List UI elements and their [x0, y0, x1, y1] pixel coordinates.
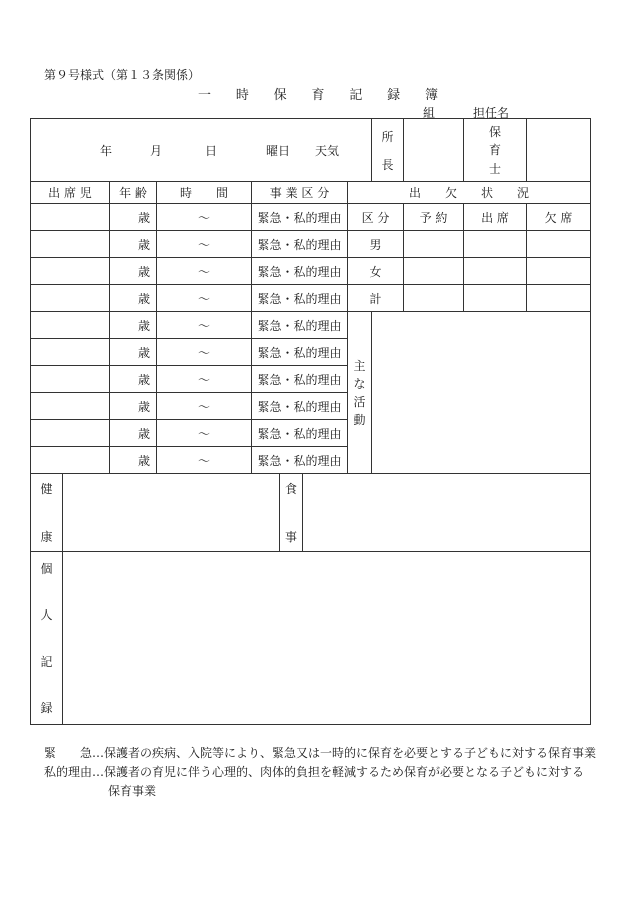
child-cell[interactable]	[31, 366, 110, 393]
age-cell[interactable]: 歳	[110, 204, 157, 231]
time-cell[interactable]: ～	[157, 339, 252, 366]
record-form	[30, 118, 591, 725]
health-char: 康	[40, 530, 53, 544]
meal-field[interactable]	[303, 474, 590, 551]
present-count-cell[interactable]	[464, 231, 527, 258]
attendance-col-header: 区 分	[348, 204, 404, 231]
record-char: 録	[40, 700, 53, 715]
director-label-cell	[372, 119, 404, 182]
category-cell[interactable]: 緊急・私的理由	[252, 366, 348, 393]
child-cell[interactable]	[31, 231, 110, 258]
child-cell[interactable]	[31, 393, 110, 420]
age-cell[interactable]: 歳	[110, 339, 157, 366]
category-cell[interactable]: 緊急・私的理由	[252, 339, 348, 366]
activity-char: 動	[353, 413, 366, 428]
attendance-col-header: 欠 席	[527, 204, 591, 231]
health-field[interactable]	[63, 474, 280, 551]
health-label	[31, 474, 63, 551]
director-char: 所	[381, 129, 394, 144]
meal-char: 食	[284, 482, 297, 496]
director-stamp-cell[interactable]	[404, 119, 464, 182]
personal-record-row	[31, 552, 591, 725]
day-label: 日	[204, 143, 217, 158]
date-weather-cell[interactable]	[31, 119, 372, 182]
form-number: 第９号様式（第１３条関係）	[44, 68, 201, 82]
category-cell[interactable]: 緊急・私的理由	[252, 447, 348, 474]
caregiver-char: 保	[489, 124, 502, 139]
category-cell[interactable]: 緊急・私的理由	[252, 285, 348, 312]
child-cell[interactable]	[31, 258, 110, 285]
child-cell[interactable]	[31, 285, 110, 312]
attendance-col-header: 出 席	[464, 204, 527, 231]
category-cell[interactable]: 緊急・私的理由	[252, 312, 348, 339]
reserved-count-cell[interactable]	[404, 285, 464, 312]
time-cell[interactable]: ～	[157, 312, 252, 339]
time-header: 時 間	[157, 182, 252, 204]
absent-count-cell[interactable]	[527, 258, 591, 285]
time-cell[interactable]: ～	[157, 447, 252, 474]
time-cell[interactable]: ～	[157, 366, 252, 393]
note-emergency: 緊 急…保護者の疾病、入院等により、緊急又は一時的に保育を必要とする子どもに対する保育事業	[44, 746, 597, 760]
time-cell[interactable]: ～	[157, 285, 252, 312]
title-char: 時	[235, 88, 249, 103]
title-char: 録	[387, 88, 401, 103]
health-char: 健	[40, 482, 53, 496]
reserved-count-cell[interactable]	[404, 258, 464, 285]
personal-record-field[interactable]	[63, 552, 590, 724]
record-char: 個	[40, 562, 53, 576]
time-cell[interactable]: ～	[157, 231, 252, 258]
category-cell[interactable]: 緊急・私的理由	[252, 420, 348, 447]
note-private-reason: 私的理由…保護者の育児に伴う心理的、肉体的負担を軽減するため保育が必要となる子どもに対する	[44, 765, 585, 779]
caregiver-label-cell	[464, 119, 527, 182]
category-cell[interactable]: 緊急・私的理由	[252, 204, 348, 231]
child-header: 出 席 児	[31, 182, 110, 204]
month-label: 月	[149, 143, 162, 158]
caregiver-stamp-cell[interactable]	[527, 119, 591, 182]
attendance-row-label-male: 男	[348, 231, 404, 258]
year-label: 年	[99, 143, 112, 158]
record-char: 記	[40, 654, 53, 669]
time-cell[interactable]: ～	[157, 204, 252, 231]
meal-char: 事	[284, 530, 297, 544]
title-char: 保	[273, 88, 287, 103]
age-cell[interactable]: 歳	[110, 258, 157, 285]
child-cell[interactable]	[31, 204, 110, 231]
present-count-cell[interactable]	[464, 285, 527, 312]
title-char: 育	[311, 88, 325, 103]
health-meal-row	[31, 474, 591, 552]
caregiver-char: 育	[489, 143, 502, 158]
child-cell[interactable]	[31, 447, 110, 474]
personal-record-label	[31, 552, 63, 724]
child-cell[interactable]	[31, 312, 110, 339]
category-header: 事 業 区 分	[252, 182, 348, 204]
activity-char: な	[353, 376, 366, 391]
main-activity-label	[348, 312, 372, 474]
category-cell[interactable]: 緊急・私的理由	[252, 393, 348, 420]
title-char: 記	[349, 88, 363, 103]
age-cell[interactable]: 歳	[110, 366, 157, 393]
attendance-col-header: 予 約	[404, 204, 464, 231]
teacher-label: 担任名	[473, 106, 510, 120]
reserved-count-cell[interactable]	[404, 231, 464, 258]
age-cell[interactable]: 歳	[110, 420, 157, 447]
meal-label	[280, 474, 303, 551]
caregiver-char: 士	[489, 162, 502, 177]
attendance-row-label-total: 計	[348, 285, 404, 312]
title-char: 簿	[424, 88, 438, 103]
age-cell[interactable]: 歳	[110, 312, 157, 339]
main-activity-field[interactable]	[372, 312, 591, 474]
note-private-reason-cont: 保育事業	[108, 784, 157, 798]
page-title	[198, 84, 438, 103]
weather-label: 天気	[315, 143, 340, 158]
child-cell[interactable]	[31, 339, 110, 366]
attendance-row-label-female: 女	[348, 258, 404, 285]
activity-char: 主	[353, 358, 366, 373]
record-char: 人	[40, 608, 53, 623]
absent-count-cell[interactable]	[527, 231, 591, 258]
class-label: 組	[423, 106, 436, 120]
category-cell[interactable]: 緊急・私的理由	[252, 231, 348, 258]
present-count-cell[interactable]	[464, 258, 527, 285]
age-cell[interactable]: 歳	[110, 231, 157, 258]
title-char: 一	[198, 88, 212, 103]
age-header: 年 齢	[110, 182, 157, 204]
time-cell[interactable]: ～	[157, 420, 252, 447]
age-cell[interactable]: 歳	[110, 447, 157, 474]
age-cell[interactable]: 歳	[110, 393, 157, 420]
attendance-header: 出 欠 状 況	[348, 182, 591, 204]
time-cell[interactable]: ～	[157, 393, 252, 420]
time-cell[interactable]: ～	[157, 258, 252, 285]
age-cell[interactable]: 歳	[110, 285, 157, 312]
absent-count-cell[interactable]	[527, 285, 591, 312]
weekday-label: 曜日	[265, 143, 290, 158]
activity-char: 活	[353, 395, 366, 410]
category-cell[interactable]: 緊急・私的理由	[252, 258, 348, 285]
director-char: 長	[381, 157, 394, 172]
child-cell[interactable]	[31, 420, 110, 447]
